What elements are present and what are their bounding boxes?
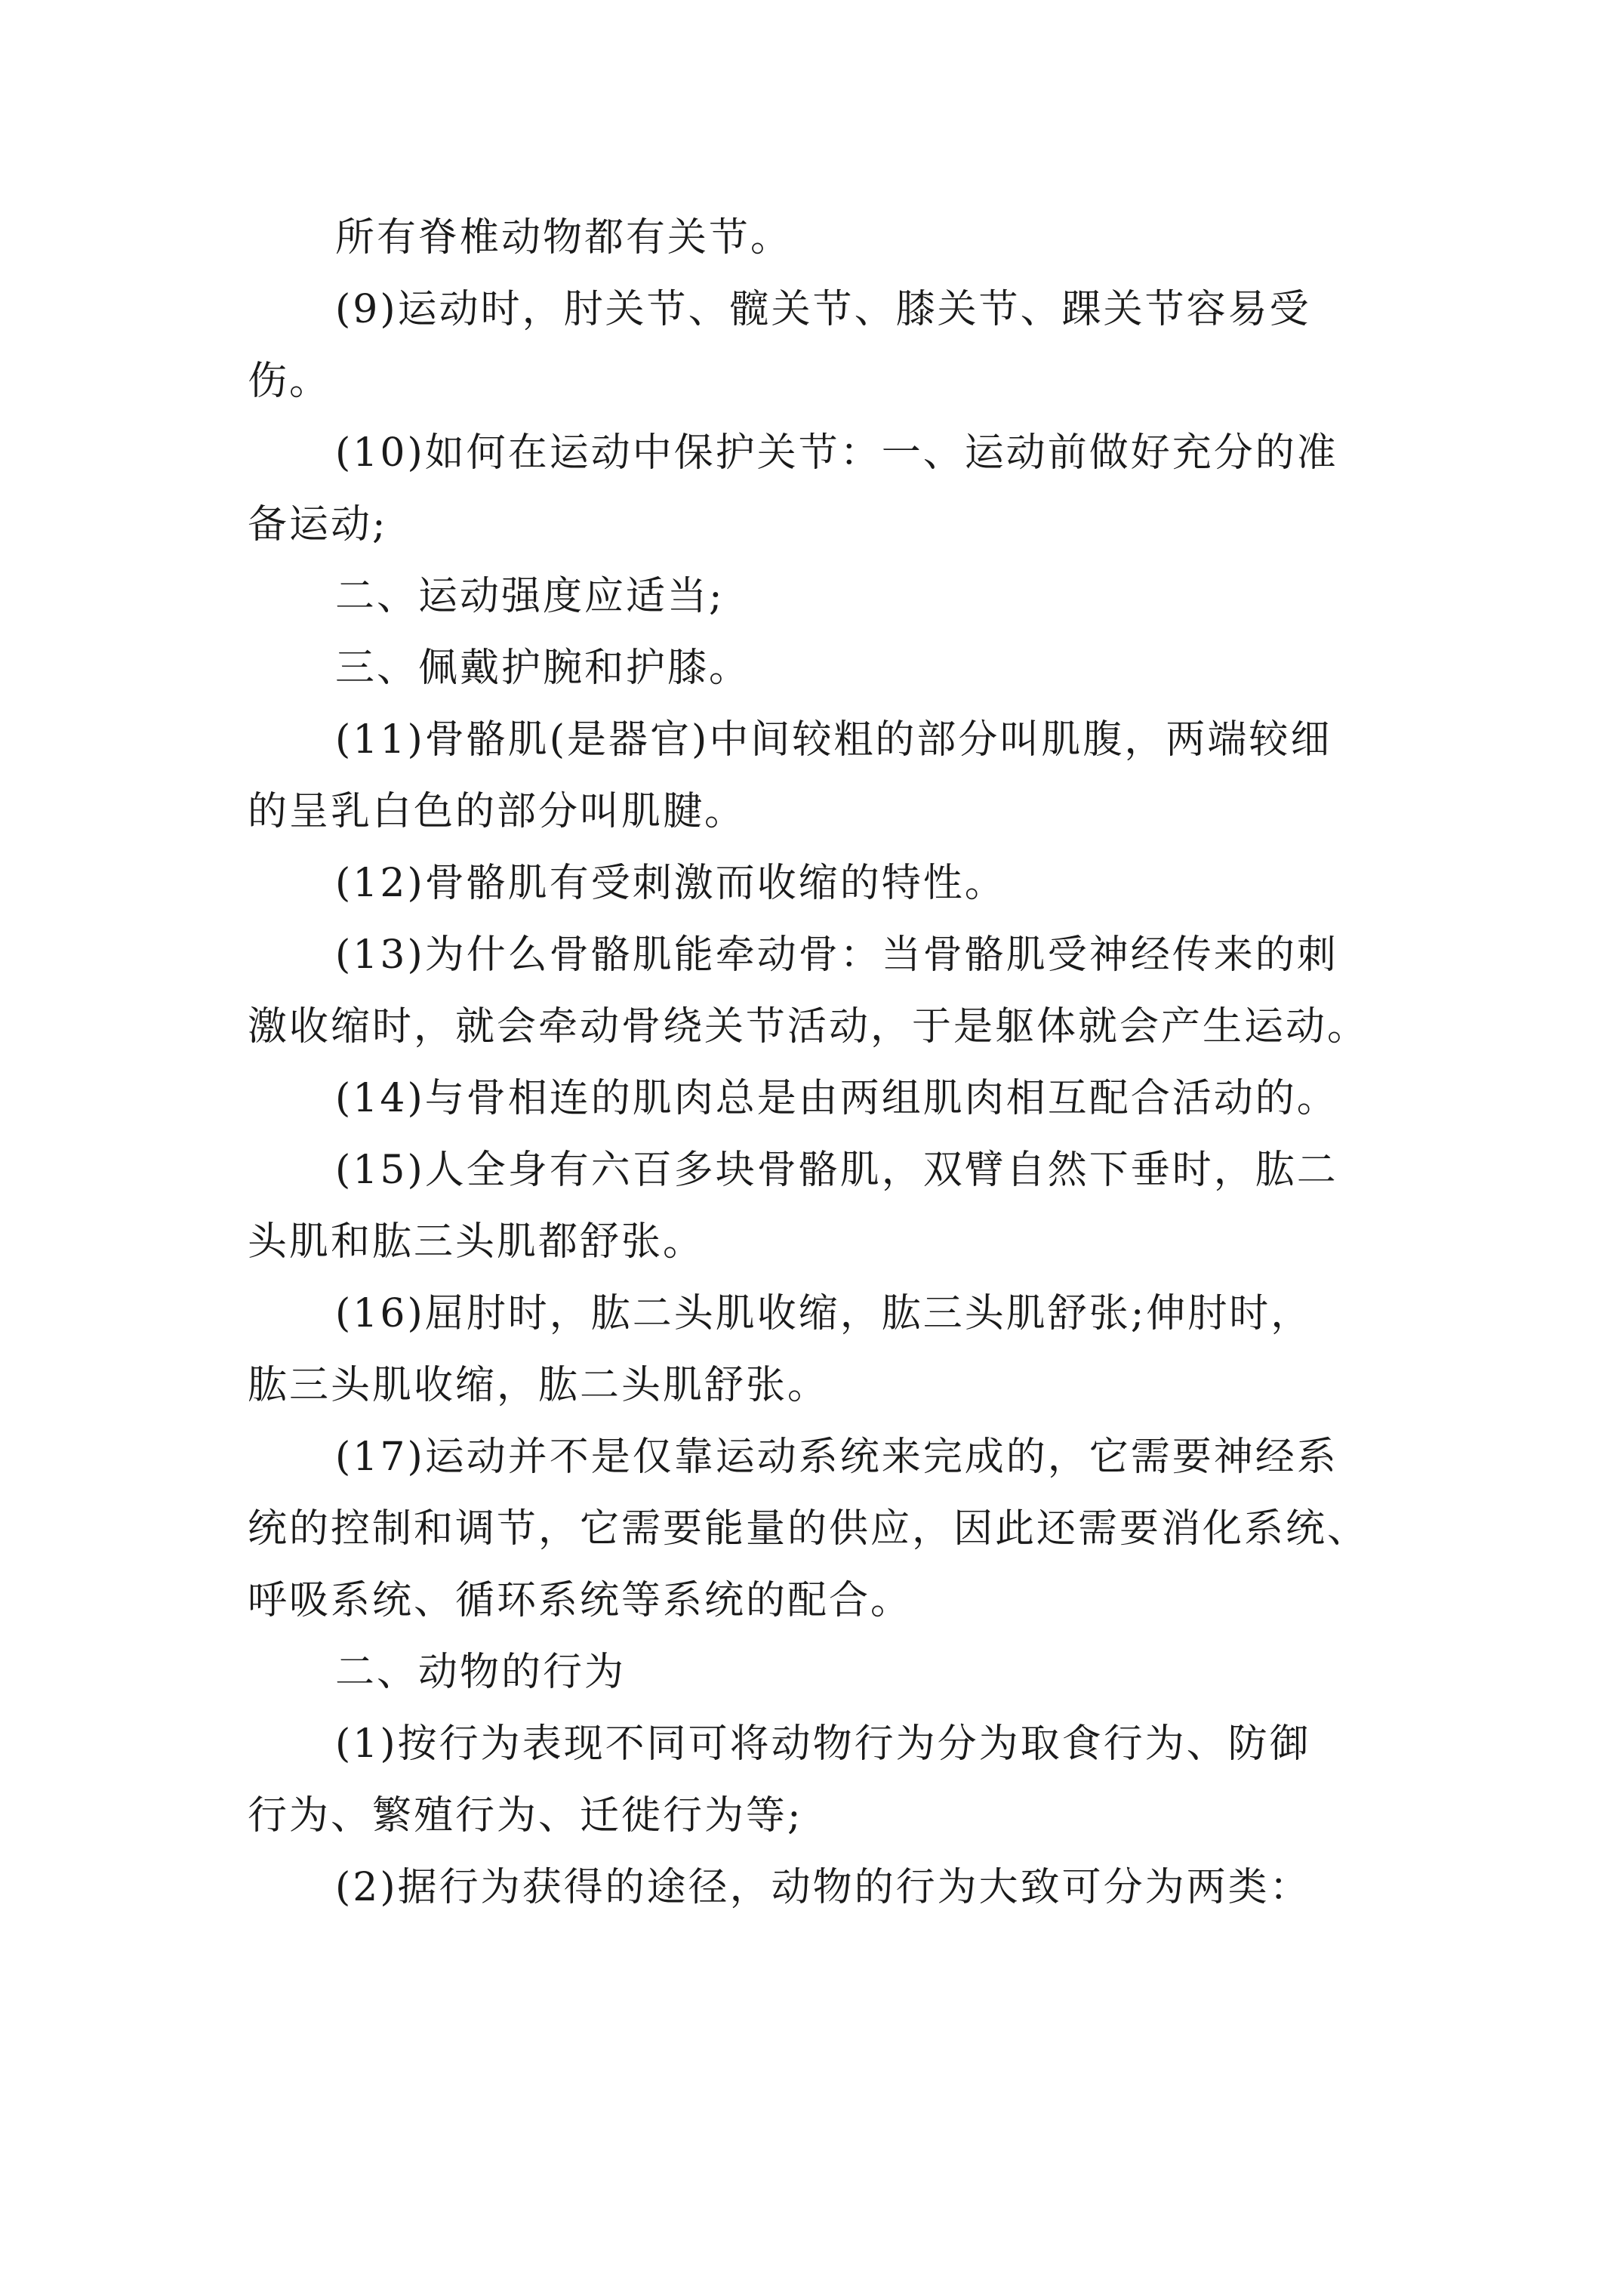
text-line: (10)如何在运动中保护关节：一、运动前做好充分的准 — [335, 430, 1338, 476]
text-line: 三、佩戴护腕和护膝。 — [335, 646, 751, 691]
text-line: 二、运动强度应适当; — [335, 574, 725, 619]
text-line: (11)骨骼肌(是器官)中间较粗的部分叫肌腹，两端较细 — [335, 717, 1332, 763]
text-line: (15)人全身有六百多块骨骼肌，双臂自然下垂时，肱二 — [335, 1148, 1338, 1193]
text-line: 统的控制和调节，它需要能量的供应，因此还需要消化系统、 — [248, 1506, 1369, 1552]
text-line: (16)屈肘时，肱二头肌收缩，肱三头肌舒张;伸肘时， — [335, 1291, 1313, 1336]
document-body — [248, 202, 1381, 1924]
text-line: (9)运动时，肘关节、髋关节、膝关节、踝关节容易受 — [335, 287, 1311, 332]
text-line: (12)骨骼肌有受刺激而收缩的特性。 — [335, 861, 1006, 906]
section-heading: 二、动物的行为 — [335, 1650, 627, 1695]
text-line: 所有脊椎动物都有关节。 — [335, 215, 793, 260]
text-line: 激收缩时，就会牵动骨绕关节活动，于是躯体就会产生运动。 — [248, 1004, 1369, 1049]
text-line: 头肌和肱三头肌都舒张。 — [248, 1219, 705, 1265]
text-line: 肱三头肌收缩，肱二头肌舒张。 — [248, 1363, 830, 1408]
text-line: 呼吸系统、循环系统等系统的配合。 — [248, 1578, 913, 1623]
text-line: (17)运动并不是仅靠运动系统来完成的，它需要神经系 — [335, 1435, 1338, 1480]
text-line: 伤。 — [248, 359, 331, 404]
text-line: (14)与骨相连的肌肉总是由两组肌肉相互配合活动的。 — [335, 1076, 1338, 1121]
text-line: (2)据行为获得的途径，动物的行为大致可分为两类： — [335, 1865, 1311, 1910]
text-line: (1)按行为表现不同可将动物行为分为取食行为、防御 — [335, 1721, 1311, 1767]
text-line: (13)为什么骨骼肌能牵动骨：当骨骼肌受神经传来的刺 — [335, 932, 1338, 978]
text-line: 备运动; — [248, 502, 388, 547]
text-line: 的呈乳白色的部分叫肌腱。 — [248, 789, 747, 834]
text-line: 行为、繁殖行为、迁徙行为等; — [248, 1793, 803, 1838]
